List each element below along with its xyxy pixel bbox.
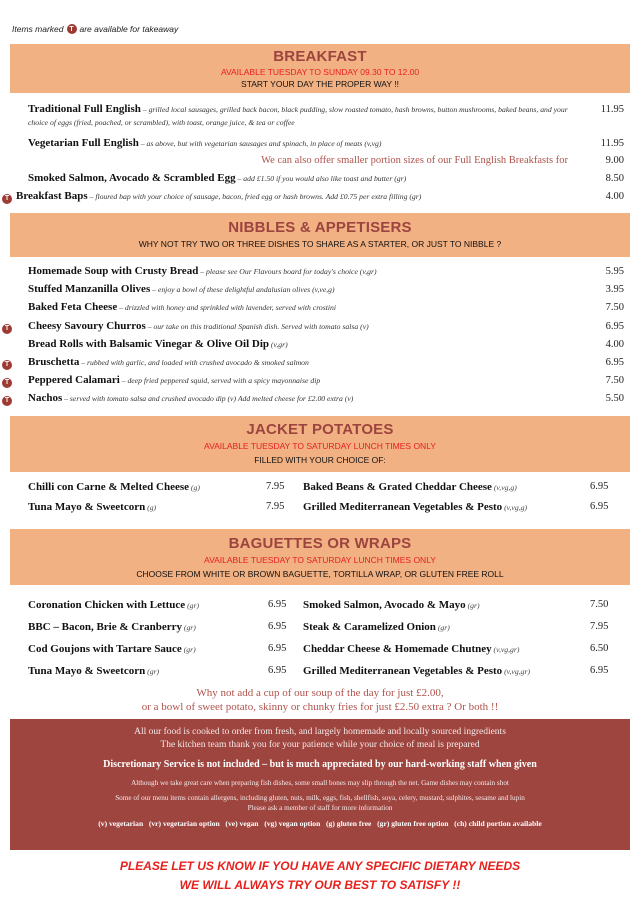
takeaway-icon: T bbox=[2, 324, 12, 334]
item-name: Homemade Soup with Crusty Bread bbox=[28, 265, 199, 277]
item-name: Grilled Mediterranean Vegetables & Pesto bbox=[303, 665, 503, 677]
item-price: 6.95 bbox=[268, 643, 287, 654]
menu-item bbox=[28, 643, 196, 655]
item-dietary-tag: (v,vg,g) bbox=[502, 503, 528, 512]
patience-statement: The kitchen team thank you for your patience while your choice of meal is prepared bbox=[160, 740, 480, 750]
item-name: Peppered Calamari bbox=[28, 374, 120, 386]
item-description: – rubbed with garlic, and loaded with crushed avocado & smoked salmon bbox=[79, 358, 309, 367]
item-name: Steak & Caramelized Onion bbox=[303, 621, 436, 633]
section-tagline: START YOUR DAY THE PROPER WAY !! bbox=[241, 79, 399, 89]
item-dietary-tag: (g) bbox=[145, 503, 157, 512]
item-price: 5.95 bbox=[605, 266, 624, 277]
item-price: 6.95 bbox=[605, 321, 624, 332]
item-dietary-tag: (gr) bbox=[145, 667, 160, 676]
availability-text: AVAILABLE TUESDAY TO SATURDAY LUNCH TIMES ONLY bbox=[204, 441, 436, 451]
item-dietary-tag: (g) bbox=[189, 483, 200, 492]
breakfast-header bbox=[10, 44, 630, 93]
takeaway-note-suffix: are available for takeaway bbox=[79, 24, 179, 34]
menu-item bbox=[28, 621, 196, 633]
item-description: – deep fried peppered squid, served with a spicy mayonnaise dip bbox=[119, 376, 321, 385]
item-name: Nachos bbox=[28, 392, 63, 404]
item-price: 11.95 bbox=[600, 104, 624, 115]
item-price: 5.50 bbox=[605, 393, 624, 404]
item-name: BBC – Bacon, Brie & Cranberry bbox=[28, 621, 182, 633]
item-dietary-tag: (gr) bbox=[435, 623, 450, 632]
dietary-promise: WE WILL ALWAYS TRY OUR BEST TO SATISFY !! bbox=[179, 878, 461, 892]
item-name: Tuna Mayo & Sweetcorn bbox=[28, 665, 146, 677]
menu-item bbox=[303, 481, 517, 493]
menu-item bbox=[28, 665, 159, 677]
menu-item bbox=[28, 481, 200, 493]
item-description: – served with tomato salsa and crushed avocado dip (v) Add melted cheese for £2.00 extra (v) bbox=[62, 394, 354, 403]
item-name: Bruschetta bbox=[28, 356, 80, 368]
item-name: Cheesy Savoury Churros bbox=[28, 320, 146, 332]
item-name: Tuna Mayo & Sweetcorn bbox=[28, 501, 146, 513]
item-name: Cheddar Cheese & Homemade Chutney bbox=[303, 643, 492, 655]
item-name: Chilli con Carne & Melted Cheese bbox=[28, 481, 189, 493]
menu-item bbox=[303, 643, 519, 655]
item-name: Smoked Salmon, Avocado & Scrambled Egg bbox=[28, 172, 236, 184]
item-description: – floured bap with your choice of sausage, bacon, fried egg or hash browns. Add £0.75 per extra filling (gr) bbox=[87, 192, 422, 201]
menu-item bbox=[303, 501, 527, 513]
menu-item bbox=[0, 103, 640, 131]
item-description: – as above, but with vegetarian sausages and spinach, in place of meats (v,vg) bbox=[138, 139, 382, 148]
upsell-line-1: Why not add a cup of our soup of the day for just £2.00, bbox=[196, 687, 444, 699]
section-tagline: WHY NOT TRY TWO OR THREE DISHES TO SHARE AS A STARTER, OR JUST TO NIBBLE ? bbox=[138, 239, 502, 249]
item-description: – add £1.50 if you would also like toast and butter (gr) bbox=[235, 174, 407, 183]
item-name: Coronation Chicken with Lettuce bbox=[28, 599, 186, 611]
item-description: – enjoy a bowl of these delightful andalusian olives (v,ve,g) bbox=[150, 285, 335, 294]
item-dietary-tag: (gr) bbox=[185, 601, 200, 610]
item-name: Breakfast Baps bbox=[16, 190, 88, 202]
section-title: JACKET POTATOES bbox=[246, 421, 394, 438]
takeaway-note bbox=[12, 24, 178, 34]
fresh-food-statement: All our food is cooked to order from fresh, and largely homemade and locally sourced ingredients bbox=[134, 727, 506, 737]
item-price: 6.95 bbox=[268, 599, 287, 610]
item-dietary-tag: (v,vg,gr) bbox=[502, 667, 531, 676]
item-price: 8.50 bbox=[605, 173, 624, 184]
item-description: – our take on this traditional Spanish dish. Served with tomato salsa (v) bbox=[145, 322, 369, 331]
item-price: 6.50 bbox=[590, 643, 609, 654]
info-footer bbox=[10, 719, 630, 850]
section-title: BAGUETTES OR WRAPS bbox=[228, 535, 412, 552]
menu-item bbox=[303, 665, 530, 677]
takeaway-icon: T bbox=[2, 396, 12, 406]
section-title: NIBBLES & APPETISERS bbox=[228, 219, 412, 236]
item-price: 6.95 bbox=[590, 665, 609, 676]
item-dietary-tag: (gr) bbox=[465, 601, 480, 610]
service-charge-statement: Discretionary Service is not included – but is much appreciated by our hard-working staff when given bbox=[103, 759, 537, 770]
item-name: Smoked Salmon, Avocado & Mayo bbox=[303, 599, 466, 611]
item-price: 4.00 bbox=[605, 191, 624, 202]
takeaway-icon: T bbox=[2, 360, 12, 370]
item-price: 7.95 bbox=[590, 621, 609, 632]
ask-staff-note: Please ask a member of staff for more information bbox=[247, 804, 393, 812]
item-price: 6.95 bbox=[590, 501, 609, 512]
takeaway-icon: T bbox=[2, 194, 12, 204]
item-name: Traditional Full English bbox=[28, 103, 141, 115]
takeaway-note-prefix: Items marked bbox=[12, 24, 64, 34]
item-price: 7.50 bbox=[605, 375, 624, 386]
item-price: 9.00 bbox=[605, 155, 624, 166]
item-price: 7.95 bbox=[266, 481, 285, 492]
item-name: Baked Beans & Grated Cheddar Cheese bbox=[303, 481, 492, 493]
item-description: – grilled local sausages, grilled back bacon, black pudding, slow roasted tomato, hash browns, button mushrooms, baked beans, and your choice of eggs (fried, poached, or scrambled), with toast, orange juice, & tea or coffee bbox=[28, 105, 568, 127]
dietary-legend: (v) vegetarian (vr) vegetarian option (ve) vegan (vg) vegan option (g) gluten free (gr) gluten free option (ch) child portion available bbox=[98, 819, 542, 828]
availability-text: AVAILABLE TUESDAY TO SATURDAY LUNCH TIMES ONLY bbox=[204, 555, 436, 565]
availability-text: AVAILABLE TUESDAY TO SUNDAY 09.30 TO 12.00 bbox=[220, 67, 420, 77]
menu-item bbox=[303, 599, 480, 611]
section-title: BREAKFAST bbox=[273, 48, 367, 65]
item-name: Baked Feta Cheese bbox=[28, 301, 118, 313]
item-price: 6.95 bbox=[268, 621, 287, 632]
menu-item bbox=[303, 621, 450, 633]
item-price: 7.50 bbox=[605, 302, 624, 313]
item-dietary-tag: (gr) bbox=[181, 645, 196, 654]
item-name: Bread Rolls with Balsamic Vinegar & Olive Oil Dip bbox=[28, 338, 269, 350]
baguettes-header bbox=[10, 529, 630, 585]
item-description: – please see Our Flavours board for today's choice (v,gr) bbox=[198, 267, 377, 276]
upsell-line-2: or a bowl of sweet potato, skinny or chunky fries for just £2.50 extra ? Or both !! bbox=[141, 701, 499, 713]
section-tagline: FILLED WITH YOUR CHOICE OF: bbox=[254, 455, 386, 465]
takeaway-icon: T bbox=[67, 24, 77, 34]
section-tagline: CHOOSE FROM WHITE OR BROWN BAGUETTE, TORTILLA WRAP, OR GLUTEN FREE ROLL bbox=[136, 569, 504, 579]
item-description: (v,gr) bbox=[269, 340, 288, 349]
item-price: 6.95 bbox=[268, 665, 287, 676]
dietary-needs-notice: PLEASE LET US KNOW IF YOU HAVE ANY SPECIFIC DIETARY NEEDS bbox=[119, 859, 521, 873]
nibbles-header bbox=[10, 213, 630, 257]
fish-bones-warning: Although we take great care when preparing fish dishes, some small bones may slip through the net. Game dishes may contain shot bbox=[131, 779, 509, 787]
jacket-potatoes-header bbox=[10, 416, 630, 472]
menu-item bbox=[28, 599, 199, 611]
item-dietary-tag: (gr) bbox=[181, 623, 196, 632]
item-price: 4.00 bbox=[605, 339, 624, 350]
item-price: 3.95 bbox=[605, 284, 624, 295]
item-price: 7.50 bbox=[590, 599, 609, 610]
item-dietary-tag: (v,vg,g) bbox=[491, 483, 517, 492]
item-dietary-tag: (v,vg,gr) bbox=[491, 645, 520, 654]
allergens-warning: Some of our menu items contain allergens, including gluten, nuts, milk, eggs, fish, shellfish, soya, celery, mustard, sulphites, sesame and lupin bbox=[115, 794, 525, 802]
portion-note: We can also offer smaller portion sizes of our Full English Breakfasts for bbox=[261, 155, 568, 166]
item-name: Stuffed Manzanilla Olives bbox=[28, 283, 151, 295]
item-description: – drizzled with honey and sprinkled with lavender, served with crostini bbox=[117, 303, 337, 312]
item-price: 6.95 bbox=[605, 357, 624, 368]
item-name: Cod Goujons with Tartare Sauce bbox=[28, 643, 182, 655]
item-name: Grilled Mediterranean Vegetables & Pesto bbox=[303, 501, 503, 513]
takeaway-icon: T bbox=[2, 378, 12, 388]
item-name: Vegetarian Full English bbox=[28, 137, 139, 149]
item-price: 11.95 bbox=[600, 138, 624, 149]
menu-item bbox=[28, 501, 156, 513]
item-price: 7.95 bbox=[266, 501, 285, 512]
item-price: 6.95 bbox=[590, 481, 609, 492]
